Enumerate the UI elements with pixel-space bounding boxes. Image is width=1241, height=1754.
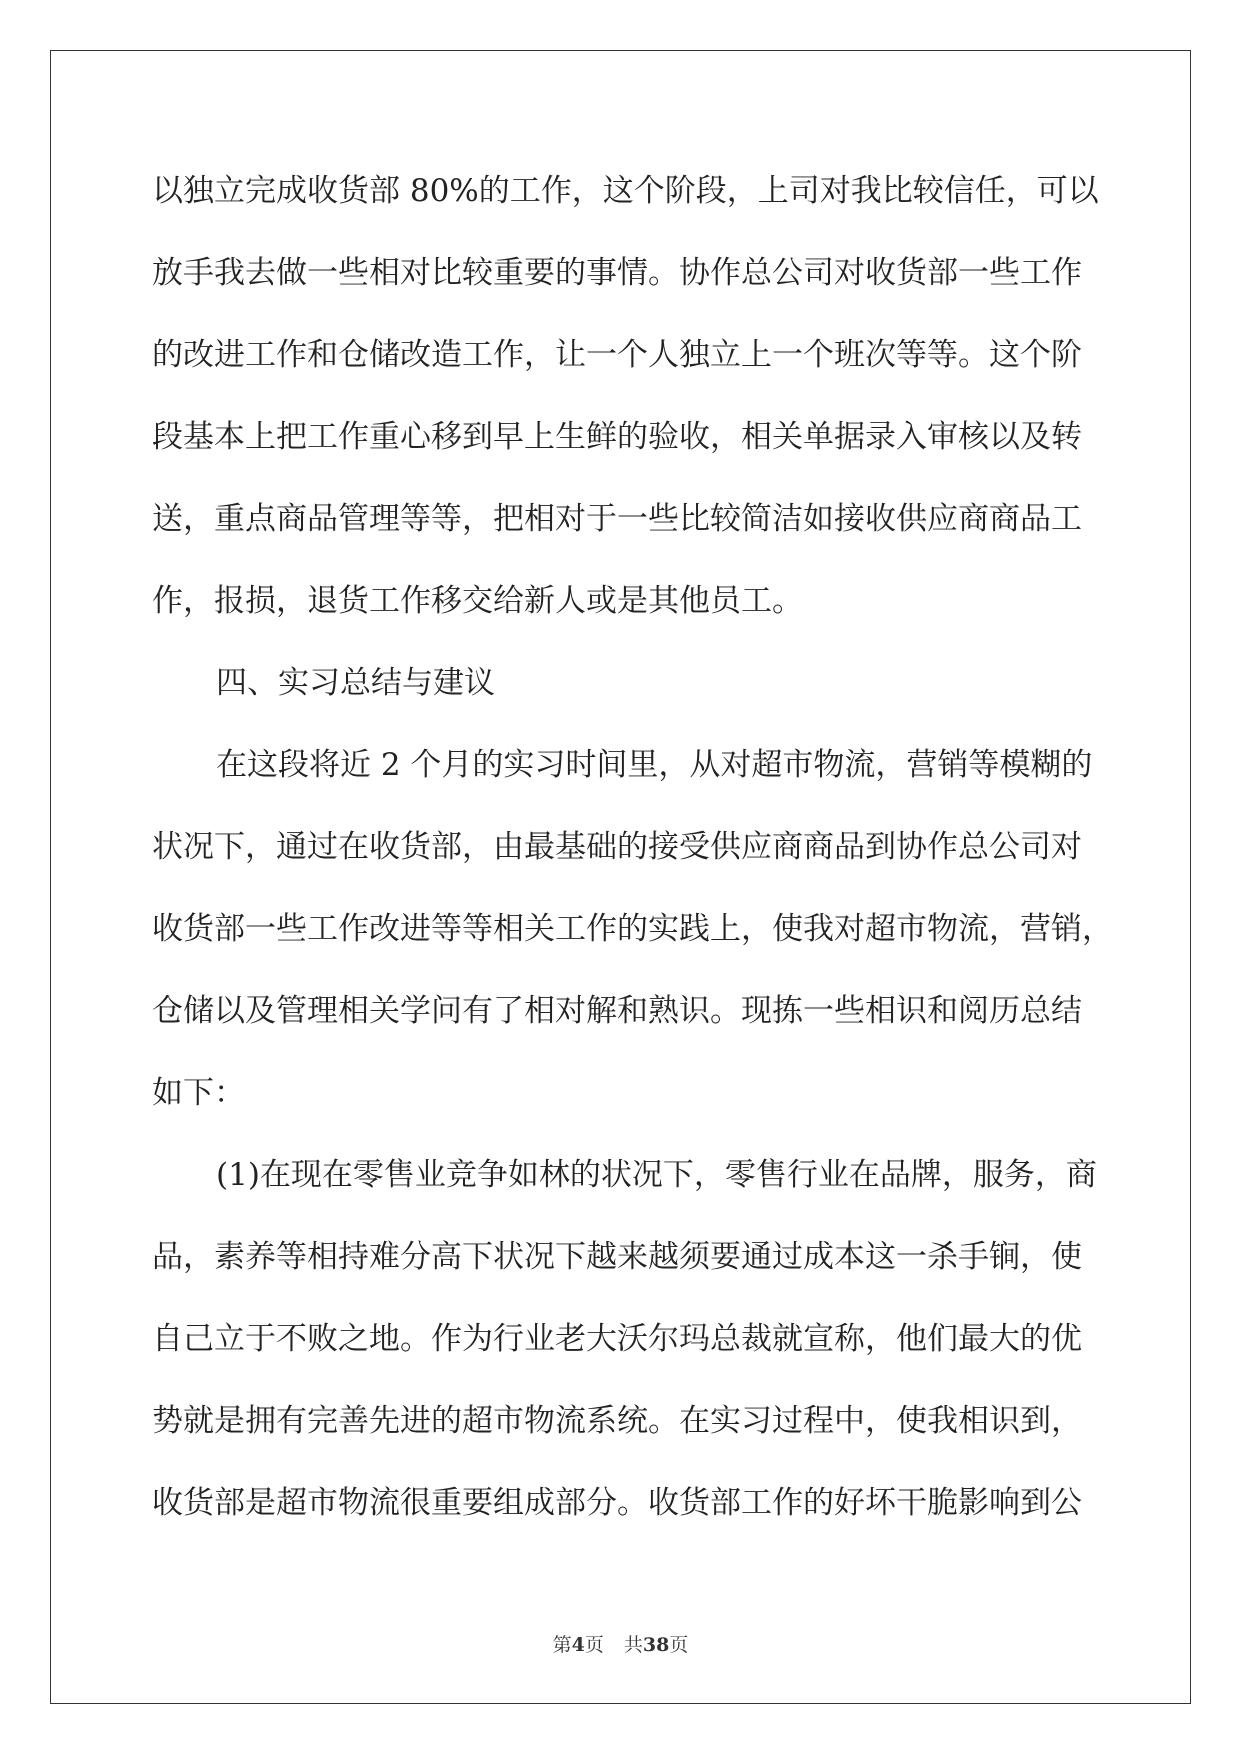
text-line: 以独立完成收货部 80%的工作，这个阶段，上司对我比较信任，可以 [152, 173, 1099, 209]
total-pages: 38 [642, 1634, 670, 1656]
text-line: 的改进工作和仓储改造工作，让一个人独立上一个班次等等。这个阶 [152, 337, 1082, 373]
footer-total-suffix: 页 [669, 1634, 689, 1656]
text-line: 段基本上把工作重心移到早上生鲜的验收，相关单据录入审核以及转 [152, 419, 1082, 455]
text-line: (1)在现在零售业竞争如林的状况下，零售行业在品牌，服务，商 [216, 1157, 1097, 1193]
footer-prefix: 第 [552, 1634, 572, 1656]
text-line: 收货部是超市物流很重要组成部分。收货部工作的好坏干脆影响到公 [152, 1485, 1082, 1521]
text-line: 作，报损，退货工作移交给新人或是其他员工。 [152, 583, 803, 619]
text-line: 势就是拥有完善先进的超市物流系统。在实习过程中，使我相识到， [152, 1403, 1082, 1439]
text-line: 放手我去做一些相对比较重要的事情。协作总公司对收货部一些工作 [152, 255, 1082, 291]
page-footer [0, 1630, 1241, 1657]
text-line: 如下： [152, 1075, 245, 1111]
footer-total-prefix: 共 [623, 1634, 643, 1656]
text-line: 送，重点商品管理等等，把相对于一些比较简洁如接收供应商商品工 [152, 501, 1082, 537]
text-line: 状况下，通过在收货部，由最基础的接受供应商商品到协作总公司对 [152, 829, 1082, 865]
text-line: 收货部一些工作改进等等相关工作的实践上，使我对超市物流，营销， [152, 911, 1113, 947]
page-number: 4 [571, 1634, 585, 1656]
text-line: 自己立于不败之地。作为行业老大沃尔玛总裁就宣称，他们最大的优 [152, 1321, 1082, 1357]
document-body [152, 150, 1113, 1544]
text-line: 品，素养等相持难分高下状况下越来越须要通过成本这一杀手锏，使 [152, 1239, 1082, 1275]
text-line: 仓储以及管理相关学问有了相对解和熟识。现拣一些相识和阅历总结 [152, 993, 1082, 1029]
section-heading: 四、实习总结与建议 [216, 665, 495, 701]
text-line: 在这段将近 2 个月的实习时间里，从对超市物流，营销等模糊的 [216, 747, 1093, 783]
footer-page-suffix: 页 [584, 1634, 604, 1656]
